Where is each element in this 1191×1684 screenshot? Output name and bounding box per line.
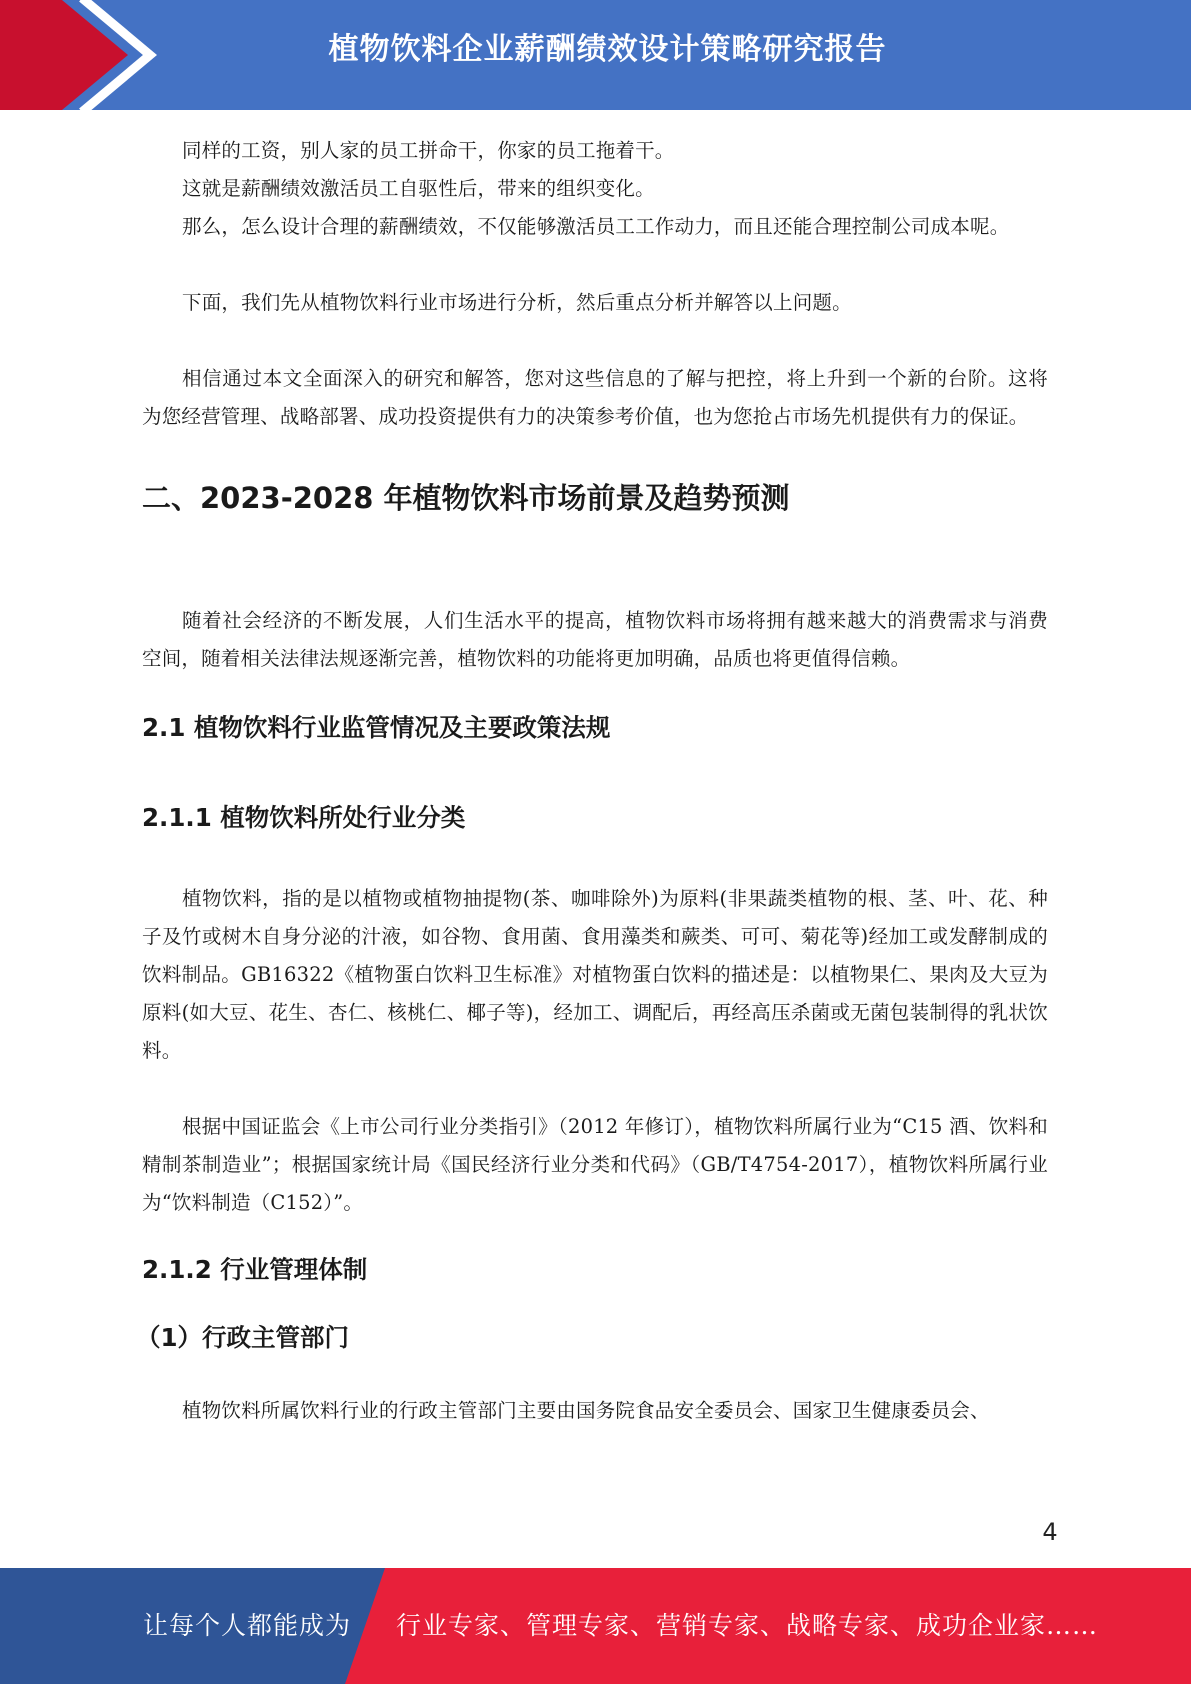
page-number: 4 (1042, 1518, 1058, 1546)
intro-paragraph-1: 同样的工资，别人家的员工拼命干，你家的员工拖着干。 (182, 139, 675, 162)
footer-slogan-right: 行业专家、管理专家、营销专家、战略专家、成功企业家…… (396, 1611, 1099, 1640)
header-title: 植物饮料企业薪酬绩效设计策略研究报告 (328, 32, 887, 67)
intro-paragraph-2: 这就是薪酬绩效激活员工自驱性后，带来的组织变化。 (182, 177, 655, 200)
intro-paragraph-3: 那么，怎么设计合理的薪酬绩效，不仅能够激活员工工作动力，而且还能合理控制公司成本呢。 (182, 215, 1010, 238)
heading-2-1-1: 2.1.1 植物饮料所处行业分类 (142, 803, 466, 832)
footer-slogan-left: 让每个人都能成为 (143, 1611, 352, 1640)
analysis-paragraph: 下面，我们先从植物饮料行业市场进行分析，然后重点分析并解答以上问题。 (182, 291, 852, 314)
heading-2-1: 2.1 植物饮料行业监管情况及主要政策法规 (142, 713, 611, 742)
section-2-paragraph: 随着社会经济的不断发展，人们生活水平的提高，植物饮料市场将拥有越来越大的消费需求与消费空间，随着相关法律法规逐渐完善，植物饮料的功能将更加明确，品质也将更值得信赖。 (142, 609, 1048, 670)
definition-paragraph: 植物饮料，指的是以植物或植物抽提物(茶、咖啡除外)为原料(非果蔬类植物的根、茎、叶、花、种子及竹或树木自身分泌的汁液，如谷物、食用菌、食用藻类和蕨类、可可、菊花等)经加工或发酵制成的饮料制品。GB16322《植物蛋白饮料卫生标准》对植物蛋白饮料的描述是：以植物果仁、果肉及大豆为原料(如大豆、花生、杏仁、核桃仁、椰子等)，经加工、调配后，再经高压杀菌或无菌包装制得的乳状饮料。 (142, 887, 1048, 1062)
classification-paragraph: 根据中国证监会《上市公司行业分类指引》（2012 年修订），植物饮料所属行业为“C15 酒、饮料和精制茶制造业”；根据国家统计局《国民经济行业分类和代码》（GB/T4754-2017），植物饮料所属行业为“饮料制造（C152）”。 (142, 1115, 1048, 1214)
heading-admin-department: （1）行政主管部门 (136, 1323, 350, 1352)
admin-paragraph: 植物饮料所属饮料行业的行政主管部门主要由国务院食品安全委员会、国家卫生健康委员会、 (182, 1399, 990, 1422)
heading-2-1-2: 2.1.2 行业管理体制 (142, 1255, 368, 1284)
belief-paragraph: 相信通过本文全面深入的研究和解答，您对这些信息的了解与把控，将上升到一个新的台阶。这将为您经营管理、战略部署、成功投资提供有力的决策参考价值，也为您抢占市场先机提供有力的保证。 (142, 367, 1048, 428)
page-header (0, 0, 1191, 110)
section-2-heading: 二、2023-2028 年植物饮料市场前景及趋势预测 (142, 481, 790, 515)
page-content (136, 132, 1048, 1430)
page-footer (0, 1568, 1191, 1684)
